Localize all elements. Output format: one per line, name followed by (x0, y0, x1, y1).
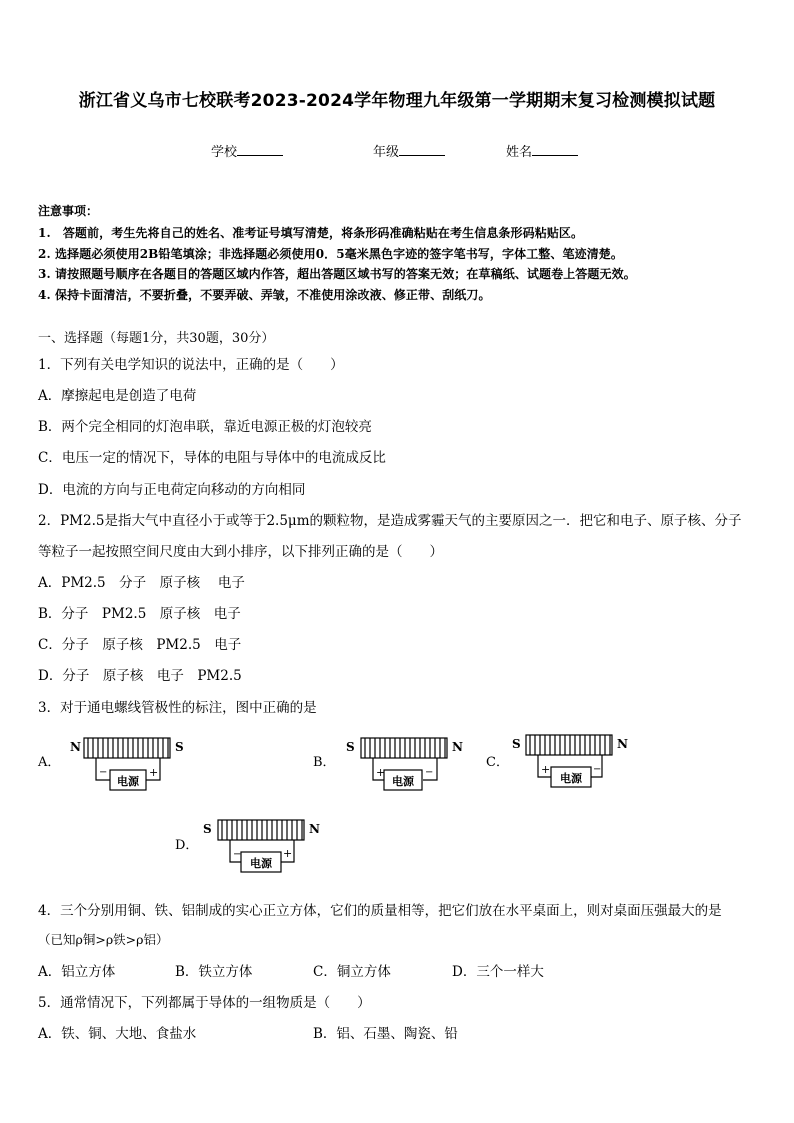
option-label: C． (486, 755, 509, 770)
option-label: B． (313, 755, 336, 770)
pole-label-right: N (309, 822, 320, 836)
plus-sign: + (541, 763, 551, 776)
solenoid-coil (84, 738, 170, 758)
minus-sign: − (425, 767, 434, 778)
question-2-stem-line-2: 等粒子一起按照空间尺度由大到小排序，以下排列正确的是（ ） (38, 544, 443, 560)
option-label: A． (38, 755, 61, 770)
name-blank (532, 143, 578, 156)
pole-label-left: N (70, 740, 81, 754)
school-field (211, 141, 283, 160)
question-4-option-b: B．铁立方体 (175, 964, 253, 980)
page-title: 浙江省义乌市七校联考2023-2024学年物理九年级第一学期期末复习检测模拟试题 (78, 91, 716, 111)
minus-sign: − (233, 849, 242, 860)
question-4-condition: （已知ρ铜>ρ铁>ρ铝） (38, 932, 169, 947)
question-1-option-c: C．电压一定的情况下，导体的电阻与导体中的电流成反比 (38, 450, 386, 466)
power-source-label: 电源 (560, 772, 582, 785)
plus-sign: + (149, 766, 159, 779)
question-5-option-a: A．铁、铜、大地、食盐水 (38, 1026, 197, 1042)
note-item: 1. 答题前，考生先将自己的姓名、准考证号填写清楚，将条形码准确粘贴在考生信息条形码粘贴区。 (38, 226, 584, 240)
solenoid-coil (218, 820, 304, 840)
question-5-stem: 5．通常情况下，下列都属于导体的一组物质是（ ） (38, 995, 371, 1011)
solenoid-diagram-a (38, 734, 198, 802)
power-source-label: 电源 (117, 775, 139, 788)
school-label: 学校 (211, 145, 238, 160)
name-field (506, 141, 578, 160)
question-1-option-d: D．电流的方向与正电荷定向移动的方向相同 (38, 482, 306, 498)
name-label: 姓名 (506, 145, 533, 160)
pole-label-right: N (617, 737, 628, 751)
question-4-stem: 4．三个分别用铜、铁、铝制成的实心正立方体，它们的质量相等，把它们放在水平桌面上，则对桌面压强最大的是 (38, 903, 722, 919)
solenoid-diagram-c (486, 731, 646, 799)
question-4-option-d: D．三个一样大 (452, 964, 544, 980)
grade-label: 年级 (373, 145, 400, 160)
power-source-label: 电源 (250, 857, 272, 870)
pole-label-right: S (175, 740, 184, 754)
question-2-option-a: A．PM2.5 分子 原子核 电子 (38, 575, 245, 591)
question-1-stem: 1．下列有关电学知识的说法中，正确的是（ ） (38, 357, 344, 373)
option-label: D． (175, 838, 199, 853)
question-4-option-c: C．铜立方体 (313, 964, 391, 980)
pole-label-left: S (512, 737, 521, 751)
pole-label-right: N (452, 740, 463, 754)
note-item: 2. 选择题必须使用2B铅笔填涂；非选择题必须使用0．5毫米黑色字迹的签字笔书写，字体工整、笔迹清楚。 (38, 247, 623, 261)
note-item: 4. 保持卡面清洁，不要折叠，不要弄破、弄皱，不准使用涂改液、修正带、刮纸刀。 (38, 288, 491, 302)
pole-label-left: S (203, 822, 212, 836)
question-2-stem-line-1: 2．PM2.5是指大气中直径小于或等于2.5μm的颗粒物，是造成雾霾天气的主要原因之一．把它和电子、原子核、分子 (38, 513, 742, 529)
grade-field (373, 141, 445, 160)
question-1-option-b: B．两个完全相同的灯泡串联，靠近电源正极的灯泡较亮 (38, 419, 372, 435)
pole-label-left: S (346, 740, 355, 754)
question-2-option-b: B．分子 PM2.5 原子核 电子 (38, 606, 241, 622)
plus-sign: + (376, 766, 386, 779)
question-2-option-c: C．分子 原子核 PM2.5 电子 (38, 637, 242, 653)
question-4-option-a: A．铝立方体 (38, 964, 116, 980)
question-5-option-b: B．铝、石墨、陶瓷、铅 (313, 1026, 458, 1042)
question-1-option-a: A．摩擦起电是创造了电荷 (38, 388, 197, 404)
section-title: 一、选择题（每题1分，共30题，30分） (38, 331, 275, 346)
solenoid-diagram-b (313, 734, 473, 802)
question-2-option-d: D．分子 原子核 电子 PM2.5 (38, 668, 242, 684)
minus-sign: − (99, 767, 108, 778)
grade-blank (399, 143, 445, 156)
note-item: 3. 请按照题号顺序在各题目的答题区域内作答，超出答题区域书写的答案无效；在草稿纸、试题卷上答题无效。 (38, 267, 636, 281)
solenoid-diagram-d (175, 817, 335, 885)
solenoid-coil (526, 735, 612, 755)
notes-heading: 注意事项： (38, 204, 99, 218)
question-3-stem: 3．对于通电螺线管极性的标注，图中正确的是 (38, 700, 317, 716)
school-blank (237, 143, 283, 156)
minus-sign: − (593, 764, 602, 775)
solenoid-coil (361, 738, 447, 758)
plus-sign: + (283, 847, 293, 860)
power-source-label: 电源 (392, 775, 414, 788)
